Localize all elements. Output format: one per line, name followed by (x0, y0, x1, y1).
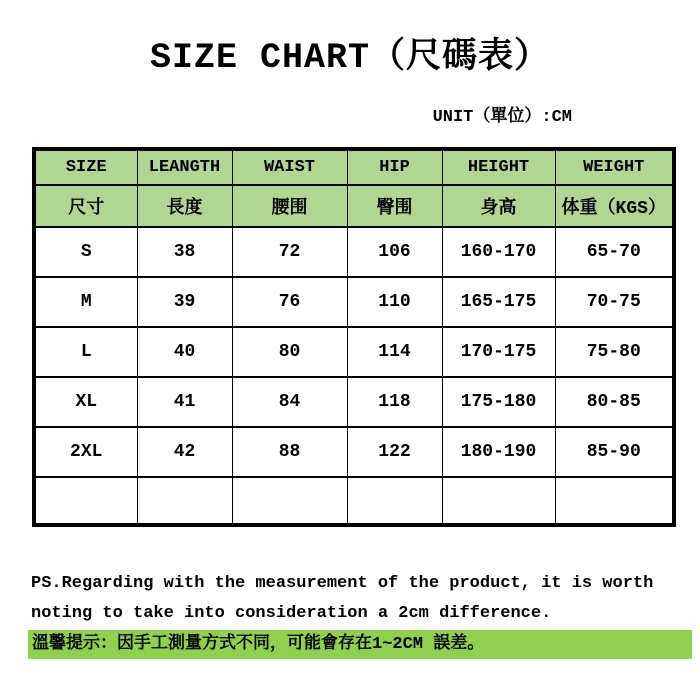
unit-label: UNIT（單位）:CM (432, 108, 572, 127)
cell-length: 38 (137, 227, 232, 277)
cell-size: XL (34, 377, 137, 427)
cell-hip: 106 (347, 227, 442, 277)
table-row-xl (34, 377, 674, 427)
cell-waist: 88 (232, 427, 347, 477)
cell-length: 40 (137, 327, 232, 377)
cell-length (137, 477, 232, 525)
cell-waist: 80 (232, 327, 347, 377)
cell-weight: 75-80 (555, 327, 674, 377)
column-header-waist-zh: 腰围 (232, 185, 347, 227)
cell-size (34, 477, 137, 525)
column-header-length-zh: 長度 (137, 185, 232, 227)
column-header-hip-zh: 臀围 (347, 185, 442, 227)
cell-weight: 85-90 (555, 427, 674, 477)
cell-hip: 122 (347, 427, 442, 477)
cell-size: M (34, 277, 137, 327)
header-row-en (34, 149, 674, 185)
cell-length: 39 (137, 277, 232, 327)
cell-weight: 80-85 (555, 377, 674, 427)
cell-hip: 118 (347, 377, 442, 427)
cell-size: S (34, 227, 137, 277)
ps-note-line2: noting to take into consideration a 2cm difference. (31, 604, 552, 623)
ps-note (31, 569, 681, 629)
table-row-l (34, 327, 674, 377)
cell-weight (555, 477, 674, 525)
cell-waist: 72 (232, 227, 347, 277)
cell-hip: 114 (347, 327, 442, 377)
column-header-size: SIZE (34, 149, 137, 185)
column-header-length: LEANGTH (137, 149, 232, 185)
page-title: SIZE CHART（尺碼表） (149, 38, 551, 78)
cell-size: 2XL (34, 427, 137, 477)
cell-height: 165-175 (442, 277, 555, 327)
cell-height (442, 477, 555, 525)
table-row-m (34, 277, 674, 327)
cell-waist: 84 (232, 377, 347, 427)
warm-tip-banner: 溫馨提示：因手工測量方式不同，可能會存在1~2CM 誤差。 (28, 630, 692, 659)
cell-waist (232, 477, 347, 525)
cell-height: 160-170 (442, 227, 555, 277)
column-header-hip: HIP (347, 149, 442, 185)
cell-height: 170-175 (442, 327, 555, 377)
size-table (32, 147, 676, 527)
cell-length: 41 (137, 377, 232, 427)
cell-size: L (34, 327, 137, 377)
cell-hip: 110 (347, 277, 442, 327)
column-header-weight: WEIGHT (555, 149, 674, 185)
column-header-size-zh: 尺寸 (34, 185, 137, 227)
cell-length: 42 (137, 427, 232, 477)
column-header-weight-zh: 体重（KGS） (555, 185, 674, 227)
cell-weight: 65-70 (555, 227, 674, 277)
header-row-zh (34, 185, 674, 227)
cell-waist: 76 (232, 277, 347, 327)
column-header-height-zh: 身高 (442, 185, 555, 227)
cell-weight: 70-75 (555, 277, 674, 327)
cell-height: 175-180 (442, 377, 555, 427)
table-row-empty (34, 477, 674, 525)
column-header-height: HEIGHT (442, 149, 555, 185)
table-row-2xl (34, 427, 674, 477)
cell-hip (347, 477, 442, 525)
table-row-s (34, 227, 674, 277)
cell-height: 180-190 (442, 427, 555, 477)
column-header-waist: WAIST (232, 149, 347, 185)
ps-note-line1: PS.Regarding with the measurement of the product, it is worth (31, 574, 654, 593)
